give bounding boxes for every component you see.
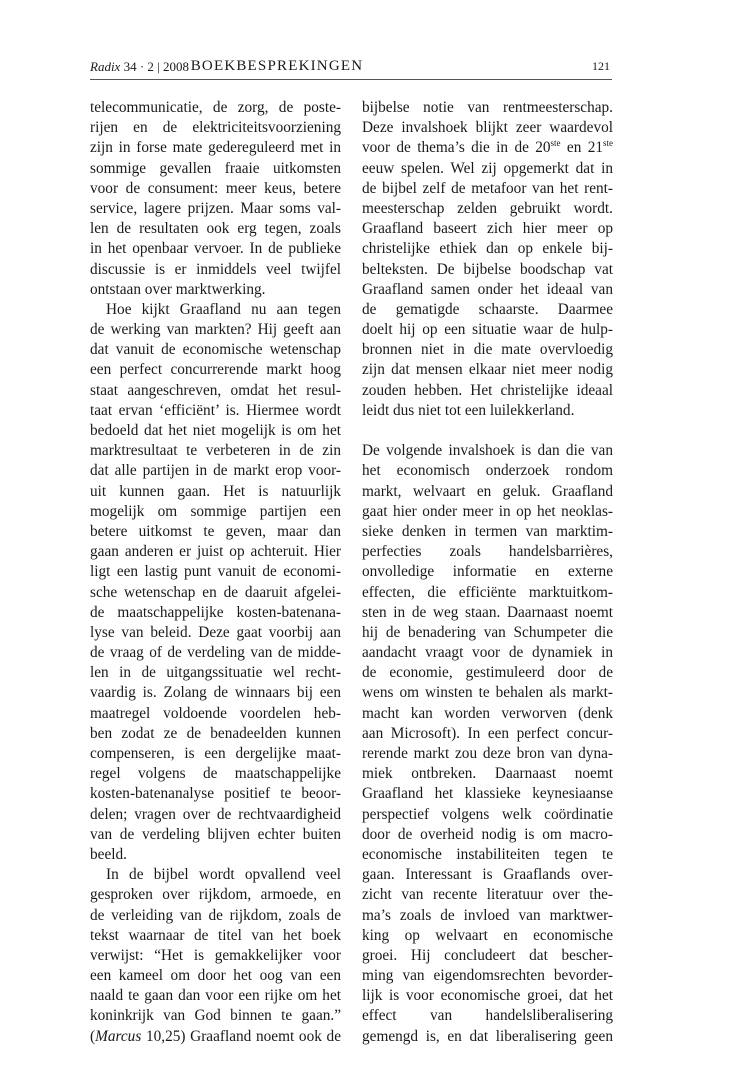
text-line: bronnen niet in die mate overvloedig bbox=[362, 341, 613, 359]
text-line: aan Microsoft). In een perfect concur- bbox=[362, 724, 613, 742]
journal-name: Radix bbox=[90, 59, 121, 74]
superscript: ste bbox=[550, 138, 561, 149]
text-line: sommige gevallen fraaie uitkomsten bbox=[90, 159, 341, 177]
text-line: Graafland samen onder het ideaal van bbox=[362, 280, 613, 298]
text-segment: ( bbox=[90, 1027, 96, 1045]
text-line: regel volgens de maatschappelijke bbox=[90, 765, 341, 783]
italic-reference: Marcus bbox=[95, 1027, 142, 1045]
text-line: rerende markt zou deze bron van dyna- bbox=[362, 745, 613, 762]
text-line: zicht van recente literatuur over the- bbox=[362, 886, 613, 904]
text-line: sten in de weg staan. Daarnaast noemt bbox=[362, 603, 613, 621]
text-line: dat alle partijen in de markt erop voor- bbox=[90, 462, 341, 480]
text-line: Graafland baseert zich hier meer op bbox=[362, 220, 613, 238]
text-line: de werking van markten? Hij geeft aan bbox=[90, 321, 341, 339]
text-line: beeld. bbox=[90, 845, 127, 863]
text-line: door de overheid nodig is om macro- bbox=[362, 825, 613, 843]
text-line: de bijbel zelf de metafoor van het rent- bbox=[362, 179, 613, 197]
text-line: delen; vragen over de rechtvaardigheid bbox=[90, 805, 341, 823]
issue-info: 34 · 2 | 2008 bbox=[123, 59, 190, 74]
text-line: zijn in forse mate gedereguleerd met in bbox=[90, 139, 341, 157]
text-line: ming van eigendomsrechten bevorder- bbox=[362, 967, 613, 985]
text-line: onvolledige informatie en externe bbox=[362, 563, 613, 581]
text-line: ligt een lastig punt vanuit de economi- bbox=[90, 563, 341, 581]
paragraph bbox=[90, 865, 341, 1047]
superscript: ste bbox=[603, 138, 614, 149]
text-line: Deze invalshoek blijkt zeer waardevol bbox=[362, 119, 613, 137]
text-line: in het openbaar vervoer. In de publieke bbox=[90, 240, 341, 258]
text-line bbox=[362, 138, 613, 158]
text-line: telecommunicatie, de zorg, de poste- bbox=[90, 99, 341, 116]
text-line: leidt dus niet tot een luilekkerland. bbox=[362, 401, 575, 419]
text-line: bijbelse notie van rentmeesterschap. bbox=[362, 99, 613, 116]
text-line: zijn dat mensen elkaar niet meer nodig bbox=[362, 361, 613, 379]
text-line: gaat hier onder meer in op het neoklas- bbox=[362, 502, 613, 520]
text-line: economische instabiliteiten tegen te bbox=[362, 845, 613, 863]
blank-line bbox=[362, 421, 613, 441]
text-line: christelijke ethiek dan op enkele bij- bbox=[362, 240, 613, 258]
text-line: tekst waarnaar de titel van het boek bbox=[90, 926, 341, 944]
text-line: de maatschappelijke kosten-batenana- bbox=[90, 603, 341, 621]
section-title-text: BOEKBESPREKINGEN bbox=[190, 58, 364, 74]
text-line: lyse van beleid. Deze gaat voorbij aan bbox=[90, 623, 341, 641]
right-column bbox=[362, 98, 613, 1047]
left-column bbox=[90, 98, 341, 1047]
text-line: marktresultaat te verbeteren in de zin bbox=[90, 442, 341, 460]
running-header bbox=[90, 59, 612, 80]
paragraph bbox=[362, 98, 613, 421]
text-line: aandacht vraagt voor de dynamiek in bbox=[362, 644, 613, 662]
text-line: een perfect concurrerende markt hoog bbox=[90, 361, 341, 379]
text-line: De volgende invalshoek is dan die van bbox=[362, 442, 613, 460]
text-line: bedoeld dat het niet mogelijk is om het bbox=[90, 422, 341, 439]
paragraph bbox=[90, 98, 341, 300]
text-line: groei. Hij concludeert dat bescher- bbox=[362, 946, 613, 964]
text-line: ontstaan over marktwerking. bbox=[90, 280, 266, 298]
text-segment: voor de thema’s die in de 20 bbox=[362, 139, 551, 157]
text-line: lijk is voor economische groei, dat het bbox=[362, 987, 613, 1005]
text-line: len in de uitgangssituatie wel recht- bbox=[90, 664, 341, 682]
text-line: gesproken over rijkdom, armoede, en bbox=[90, 886, 341, 904]
text-line: In de bijbel wordt opvallend veel bbox=[106, 866, 341, 884]
text-line: het economisch onderzoek rondom bbox=[362, 462, 613, 480]
text-line: ben zodat ze de benadeelden kunnen bbox=[90, 724, 341, 742]
text-line: ma’s zoals de invloed van marktwer- bbox=[362, 906, 613, 924]
journal-issue bbox=[90, 59, 189, 75]
page-number: 121 bbox=[592, 59, 610, 73]
text-line: rijen en de elektriciteitsvoorziening bbox=[90, 119, 341, 137]
text-line: sieke denken in termen van marktim- bbox=[362, 522, 613, 540]
section-title bbox=[182, 58, 692, 75]
text-line: uit kunnen gaan. Het is natuurlijk bbox=[90, 482, 341, 500]
text-line: wens om winsten te behalen als markt- bbox=[362, 684, 613, 702]
text-line: Hoe kijkt Graafland nu aan tegen bbox=[106, 300, 341, 318]
text-line: compenseren, is een dergelijke maat- bbox=[90, 745, 341, 762]
text-line: naald te gaan dan voor een rijke om het bbox=[90, 987, 341, 1005]
text-line: meesterschap zelden gebruikt wordt. bbox=[362, 199, 613, 217]
text-line: effect van handelsliberalisering bbox=[362, 1007, 613, 1025]
text-line: discussie is er inmiddels veel twijfel bbox=[90, 260, 341, 278]
text-line: len de resultaten ook erg tegen, zoals bbox=[90, 220, 341, 238]
text-line: effecten, die efficiënte marktuitkom- bbox=[362, 583, 613, 601]
text-line: perspectief volgens welk coördinatie bbox=[362, 805, 613, 823]
paragraph bbox=[362, 441, 613, 1047]
text-line: belteksten. De bijbelse boodschap vat bbox=[362, 260, 613, 278]
text-line: de verleiding van de rijkdom, zoals de bbox=[90, 906, 341, 924]
text-line: gemengd is, en dat liberalisering geen bbox=[362, 1027, 613, 1045]
text-line: verwijst: “Het is gemakkelijker voor bbox=[90, 946, 341, 964]
text-line: betere uitkomst te geven, maar dan bbox=[90, 522, 341, 540]
text-line: king op welvaart en economische bbox=[362, 926, 613, 944]
text-line: taat ervan ‘efficiënt’ is. Hiermee wordt bbox=[90, 401, 341, 419]
text-segment: en 21 bbox=[560, 139, 604, 157]
text-line: de gematigde schaarste. Daarmee bbox=[362, 300, 613, 318]
text-line: staat aangeschreven, omdat het resul- bbox=[90, 381, 341, 399]
text-line: kosten-batenanalyse positief te beoor- bbox=[90, 785, 341, 803]
text-line: de vraag of de verdeling van de midde- bbox=[90, 644, 341, 662]
text-line: van de verdeling blijven echter buiten bbox=[90, 825, 341, 843]
text-line: de economie, gestimuleerd door de bbox=[362, 664, 613, 682]
text-line: sche wetenschap en de daaruit afgelei- bbox=[90, 583, 341, 601]
text-line: maatregel voldoende voordelen heb- bbox=[90, 704, 341, 722]
text-segment: 10,25) Graafland noemt ook de bbox=[141, 1027, 341, 1045]
text-line: miek ontbreken. Daarnaast noemt bbox=[362, 765, 613, 783]
text-line: een kameel om door het oog van een bbox=[90, 967, 341, 985]
text-line bbox=[90, 1027, 341, 1047]
paragraph-break bbox=[362, 421, 613, 441]
text-line: perfecties zoals handelsbarrières, bbox=[362, 543, 613, 561]
text-line: gaan anderen er juist op achteruit. Hier bbox=[90, 543, 341, 561]
text-line: macht kan worden verworven (denk bbox=[362, 704, 613, 722]
paragraph bbox=[90, 300, 341, 865]
text-line: gaan. Interessant is Graaflands over- bbox=[362, 866, 613, 884]
text-line: Graafland het klassieke keynesiaanse bbox=[362, 785, 613, 803]
text-line: zouden hebben. Het christelijke ideaal bbox=[362, 381, 613, 399]
text-line: voor de consument: meer keus, betere bbox=[90, 179, 341, 197]
text-line: koninkrijk van God binnen te gaan.” bbox=[90, 1007, 341, 1025]
text-line: mogelijk om sommige partijen een bbox=[90, 502, 341, 520]
text-line: eeuw spelen. Wel zij opgemerkt dat in bbox=[362, 159, 613, 177]
text-line: markt, welvaart en geluk. Graafland bbox=[362, 482, 613, 500]
text-line: doelt hij op een situatie waar de hulp- bbox=[362, 321, 613, 339]
text-line: service, lagere prijzen. Maar soms val- bbox=[90, 199, 341, 217]
text-line: hij de benadering van Schumpeter die bbox=[362, 623, 613, 641]
text-line: dat vanuit de economische wetenschap bbox=[90, 341, 341, 359]
text-line: vaardig is. Zolang de winnaars bij een bbox=[90, 684, 341, 702]
